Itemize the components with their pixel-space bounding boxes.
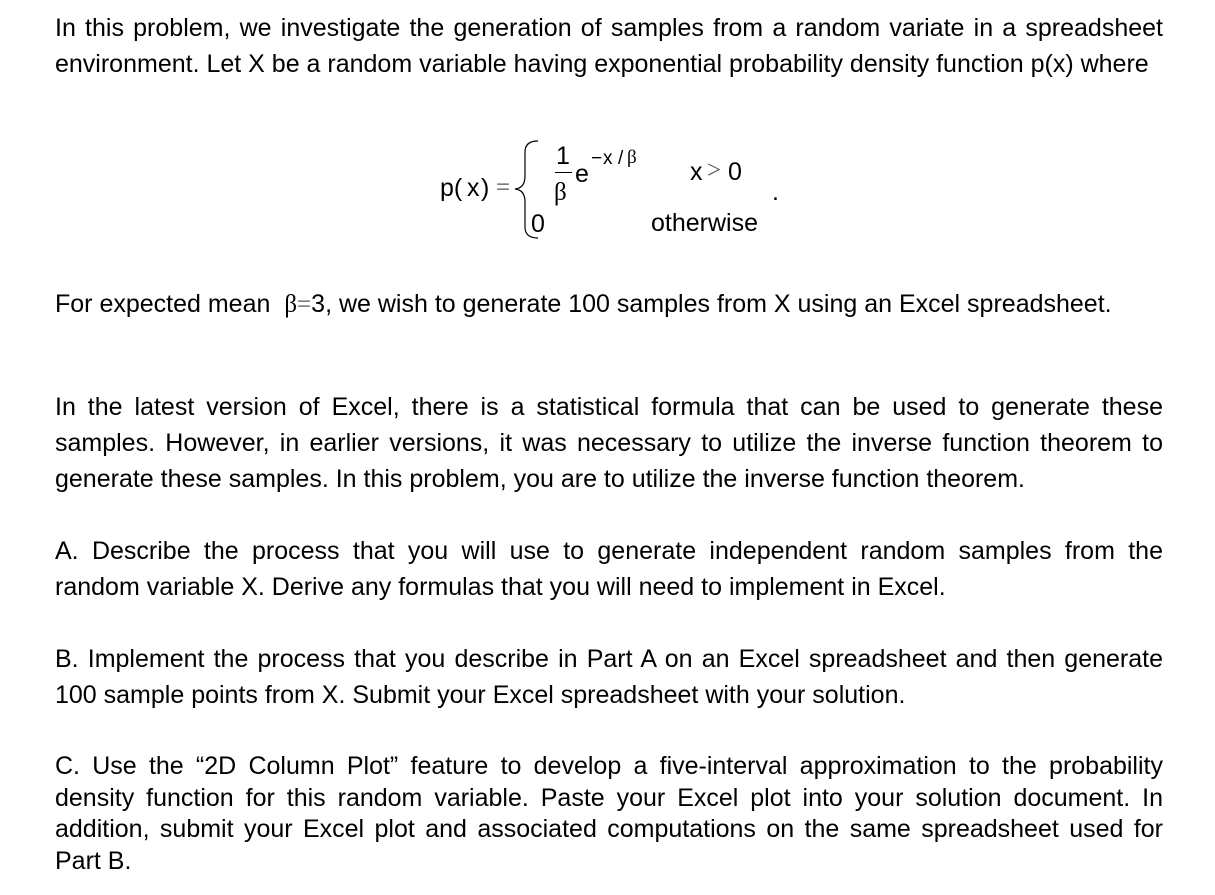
eq-lhs-fn: p( [440,174,463,202]
part-a-paragraph: A. Describe the process that you will use to generate independent random samples from the random variable X. Derive any formulas that you will need to implement in Excel. [55,537,1163,601]
eq-exp-minus: − [591,148,603,169]
eq-base: e [575,160,589,188]
eq-cond2: otherwise [651,209,758,237]
left-brace-icon [0,0,1215,260]
mean-paragraph [55,286,1163,323]
mean-value: 3 [311,290,326,318]
eq-cond1-var: x [690,158,703,186]
eq-exp-slash: / [618,148,624,169]
intro-paragraph: In this problem, we investigate the generation of samples from a random variate in a spreadsheet environment. Let X be a random variable having exponential probability density function p(x) where [55,14,1163,78]
eq-cond1-op: > [707,157,722,184]
eq-lhs-var: x [467,174,480,202]
part-b-paragraph: B. Implement the process that you describe in Part A on an Excel spreadsheet and then generate 100 sample points from X. Submit your Excel spreadsheet with your solution. [55,645,1163,709]
eq-cond1-val: 0 [728,158,742,186]
eq-numerator: 1 [556,142,570,170]
eq-equals: = [496,174,511,201]
mean-text-after: , we wish to generate 100 samples from X using an Excel spreadsheet. [325,290,1112,318]
eq-lhs-close: ) [481,174,490,202]
excel-version-paragraph: In the latest version of Excel, there is a statistical formula that can be used to generate these samples. However, in earlier versions, it was necessary to utilize the inverse function theorem to generate these samples. In this problem, you are to utilize the inverse function theorem. [55,393,1163,493]
mean-text-before: For expected mean [55,290,271,318]
eq-exp-var: x [603,148,613,169]
eq-trailing-dot: . [772,178,779,206]
pdf-equation [0,0,1215,260]
eq-exp-beta: β [627,147,637,168]
eq-denominator: β [554,179,567,206]
mean-beta: β [284,291,298,318]
mean-equals: = [297,291,312,318]
eq-case2-value: 0 [531,210,545,238]
part-c-paragraph: C. Use the “2D Column Plot” feature to develop a five-interval approximation to the probability density function for this random variable. Paste your Excel plot into your solution document. In addition, submit your Excel plot and associated computations on the same spreadsheet used for Part B. [55,752,1163,875]
fraction-bar [555,172,572,173]
